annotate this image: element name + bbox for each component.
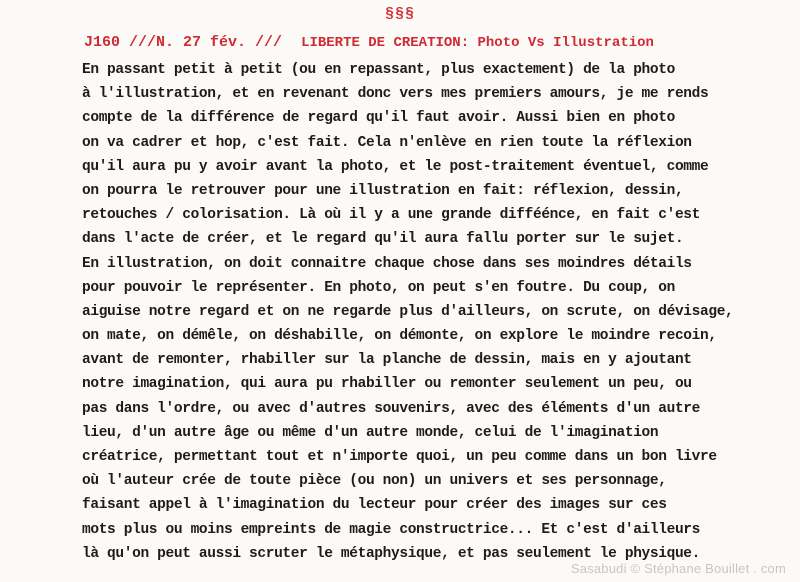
entry-header: [84, 34, 654, 51]
body-line: on va cadrer et hop, c'est fait. Cela n'enlève en rien toute la réflexion: [82, 134, 692, 151]
body-line: aiguise notre regard et on ne regarde plus d'ailleurs, on scrute, on dévisage,: [82, 303, 734, 320]
body-line: où l'auteur crée de toute pièce (ou non) un univers et ses personnage,: [82, 473, 667, 490]
body-line: qu'il aura pu y avoir avant la photo, et le post-traitement éventuel, comme: [82, 158, 709, 175]
body-line: à l'illustration, et en revenant donc vers mes premiers amours, je me rends: [82, 86, 709, 103]
body-text: [82, 58, 782, 566]
body-line: En illustration, on doit connaitre chaque chose dans ses moindres détails: [82, 255, 692, 272]
body-line: créatrice, permettant tout et n'importe quoi, un peu comme dans un bon livre: [82, 449, 717, 465]
entry-reference: J160 ///N. 27 fév. ///: [84, 34, 283, 51]
body-line: mots plus ou moins empreints de magie constructrice... Et c'est d'ailleurs: [82, 521, 701, 538]
body-line: on pourra le retrouver pour une illustration en fait: réflexion, dessin,: [82, 182, 684, 199]
body-line: là qu'on peut aussi scruter le métaphysique, et pas seulement le physique.: [82, 545, 701, 562]
body-line: dans l'acte de créer, et le regard qu'il aura fallu porter sur le sujet.: [82, 231, 684, 248]
body-line: pas dans l'ordre, ou avec d'autres souvenirs, avec des éléments d'un autre: [82, 400, 701, 417]
body-line: on mate, on démêle, on déshabille, on démonte, on explore le moindre recoin,: [82, 328, 717, 345]
body-line: faisant appel à l'imagination du lecteur pour créer des images sur ces: [82, 497, 667, 514]
body-line: avant de remonter, rhabiller sur la planche de dessin, mais en y ajoutant: [82, 352, 692, 369]
body-line: En passant petit à petit (ou en repassant, plus exactement) de la photo: [82, 62, 675, 78]
body-line: lieu, d'un autre âge ou même d'un autre monde, celui de l'imagination: [82, 424, 659, 441]
entry-title: LIBERTE DE CREATION: Photo Vs Illustration: [301, 35, 654, 51]
body-line: notre imagination, qui aura pu rhabiller ou remonter seulement un peu, ou: [82, 376, 692, 393]
body-line: compte de la différence de regard qu'il faut avoir. Aussi bien en photo: [82, 110, 675, 127]
body-line: retouches / colorisation. Là où il y a une grande difféénce, en fait c'est: [82, 207, 701, 224]
body-line: pour pouvoir le représenter. En photo, on peut s'en foutre. Du coup, on: [82, 279, 675, 296]
copyright-watermark: Sasabudi © Stéphane Bouillet . com: [570, 561, 786, 576]
section-ornament: §§§: [384, 6, 415, 23]
